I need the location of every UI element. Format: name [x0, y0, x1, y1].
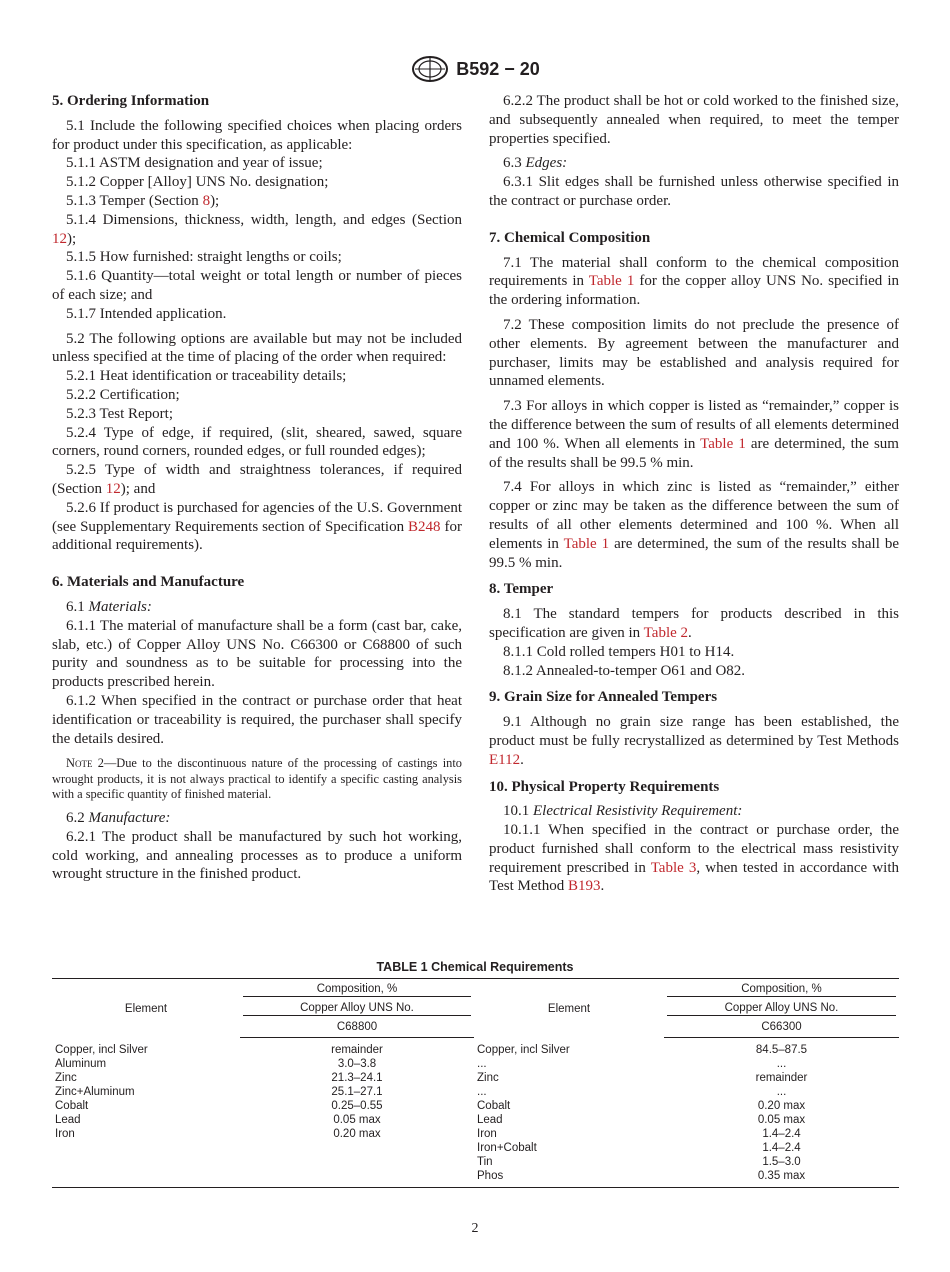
- table-row: [52, 1071, 899, 1085]
- element-cell: Copper, incl Silver: [477, 1043, 570, 1056]
- value-cell: 1.4–2.4: [762, 1142, 801, 1154]
- para-9-1: 9.1 Although no grain size range has been established, the product must be fully recrystallized as determined by Test Methods E112.: [489, 714, 899, 768]
- note-2: Note 2—Due to the discontinuous nature of the processing of castings into wrought products, it is not always practical to identify a specific casting analysis with a specific quantity of finished material.: [52, 756, 462, 802]
- alloy-header: Copper Alloy UNS No.: [667, 1001, 896, 1016]
- element-cell: Lead: [55, 1114, 81, 1126]
- chemical-requirements-table: [52, 978, 899, 1188]
- para-7-4: 7.4 For alloys in which zinc is listed as “remainder,” either copper or zinc may be taken as the difference between the sum of results of all other elements determined and 100 %. When all elements in Table 1 are determined, the sum of the results shall be 99.5 % min.: [489, 479, 899, 571]
- value-cell: 3.0–3.8: [337, 1058, 377, 1070]
- section-7-heading: 7. Chemical Composition: [489, 229, 651, 246]
- value-cell: 84.5–87.5: [755, 1044, 808, 1056]
- para-5-1-4: 5.1.4 Dimensions, thickness, width, length, and edges (Section 12);: [52, 211, 462, 247]
- para-8-1-2: 8.1.2 Annealed-to-temper O61 and O82.: [503, 662, 746, 679]
- page-header: [0, 56, 950, 82]
- b248-link[interactable]: B248: [408, 518, 441, 535]
- composition-header: Composition, %: [243, 982, 471, 997]
- astm-logo-icon: [410, 56, 450, 82]
- section-8-link[interactable]: 8: [202, 192, 211, 209]
- element-cell: Zinc: [477, 1072, 499, 1084]
- value-cell: ...: [776, 1058, 787, 1070]
- page-number: 2: [471, 1221, 479, 1236]
- element-cell: ...: [477, 1086, 487, 1098]
- element-cell: Tin: [477, 1156, 493, 1168]
- element-cell: Copper, incl Silver: [55, 1043, 148, 1056]
- element-cell: Cobalt: [477, 1100, 511, 1112]
- para-5-1: 5.1 Include the following specified choices when placing orders for product under this specification, as applicable:: [52, 117, 462, 153]
- element-cell: Phos: [474, 1169, 664, 1188]
- para-5-2-2: 5.2.2 Certification;: [66, 386, 180, 403]
- value-cell: 0.20 max: [333, 1128, 381, 1140]
- para-5-2-6: 5.2.6 If product is purchased for agencies of the U.S. Government (see Supplementary Requirements section of Specification B248 for additional requirements).: [52, 499, 462, 554]
- value-cell: 21.3–24.1: [331, 1072, 383, 1084]
- table-row: [52, 1099, 899, 1113]
- element-header: Element: [474, 979, 664, 1038]
- right-column: [489, 92, 899, 896]
- value-cell: ...: [776, 1086, 787, 1098]
- para-6-3: 6.3 Edges:: [503, 155, 568, 172]
- alloy-c68800: C68800: [240, 1018, 474, 1038]
- para-7-2: 7.2 These composition limits do not preclude the presence of other elements. By agreement between the manufacturer and purchaser, limits may be established and analysis required for unnamed elements.: [489, 316, 899, 390]
- table-row: [52, 1155, 899, 1169]
- element-cell: Cobalt: [55, 1100, 89, 1112]
- value-cell: [240, 1169, 474, 1188]
- para-6-1: 6.1 Materials:: [66, 598, 152, 615]
- table-3-link[interactable]: Table 3: [650, 859, 697, 876]
- para-8-1-1: 8.1.1 Cold rolled tempers H01 to H14.: [503, 643, 735, 660]
- para-5-1-6: 5.1.6 Quantity—total weight or total length or number of pieces of each size; and: [52, 268, 462, 303]
- designation: B592 − 20: [456, 58, 540, 79]
- section-12-link[interactable]: 12: [52, 230, 67, 247]
- value-cell: remainder: [755, 1072, 808, 1084]
- alloy-header: Copper Alloy UNS No.: [243, 1001, 471, 1016]
- section-12-link[interactable]: 12: [105, 480, 121, 497]
- value-cell: 1.5–3.0: [762, 1156, 801, 1168]
- section-8-heading: 8. Temper: [489, 581, 554, 598]
- alloy-c66300: C66300: [664, 1018, 899, 1038]
- table-row: [52, 1085, 899, 1099]
- table-row: [52, 1057, 899, 1071]
- table-1-link[interactable]: Table 1: [588, 273, 635, 290]
- para-5-1-7: 5.1.7 Intended application.: [66, 305, 227, 322]
- para-6-2: 6.2 Manufacture:: [66, 810, 171, 827]
- element-cell: Lead: [477, 1114, 503, 1126]
- value-cell: 0.05 max: [757, 1114, 806, 1126]
- para-5-2-4: 5.2.4 Type of edge, if required, (slit, sheared, sawed, square corners, round corners, rounded edges, or full rounded edges);: [52, 424, 462, 460]
- element-cell: Zinc: [55, 1072, 77, 1084]
- para-6-2-1: 6.2.1 The product shall be manufactured by such hot working, cold working, and annealing processes as to produce a uniform wrought structure in the finished product.: [52, 828, 462, 883]
- para-6-3-1: 6.3.1 Slit edges shall be furnished unless otherwise specified in the contract or purchase order.: [489, 174, 899, 209]
- para-10-1: 10.1 Electrical Resistivity Requirement:: [503, 803, 743, 820]
- element-cell: Aluminum: [55, 1058, 107, 1070]
- para-6-1-2: 6.1.2 When specified in the contract or purchase order that heat identification or traceability is required, the purchaser shall specify the details desired.: [52, 692, 462, 747]
- element-cell: Zinc+Aluminum: [55, 1086, 135, 1098]
- table-1-link[interactable]: Table 1: [700, 435, 746, 452]
- para-5-1-5: 5.1.5 How furnished: straight lengths or coils;: [66, 249, 342, 266]
- element-cell: ...: [477, 1058, 487, 1070]
- element-cell: Iron: [477, 1128, 497, 1140]
- para-5-2: 5.2 The following options are available but may not be included unless specified at the time of placing of the order when required:: [52, 330, 462, 366]
- value-cell: remainder: [331, 1044, 383, 1056]
- table-1-title: TABLE 1 Chemical Requirements: [376, 960, 574, 974]
- element-cell: [52, 1141, 240, 1155]
- e112-link[interactable]: E112: [489, 751, 521, 768]
- section-6-heading: 6. Materials and Manufacture: [52, 574, 245, 591]
- element-cell: Iron+Cobalt: [477, 1142, 537, 1154]
- value-cell: 0.35 max: [664, 1169, 899, 1188]
- para-6-1-1: 6.1.1 The material of manufacture shall be a form (cast bar, cake, slab, etc.) of Copper Alloy UNS No. C66300 or C68800 of such purity and soundness as to be suitable for processing into the products prescribed herein.: [52, 617, 462, 691]
- para-8-1: 8.1 The standard tempers for products described in this specification are given in Table 2.: [489, 606, 899, 641]
- value-cell: 0.20 max: [757, 1100, 806, 1112]
- section-9-heading: 9. Grain Size for Annealed Tempers: [489, 689, 718, 706]
- element-cell: Iron: [55, 1128, 75, 1140]
- table-1-link[interactable]: Table 1: [563, 535, 610, 552]
- para-10-1-1: 10.1.1 When specified in the contract or purchase order, the product furnished shall conform to the electrical mass resistivity requirement prescribed in Table 3, when tested in accordance with Test Method B193.: [489, 822, 899, 895]
- para-5-2-1: 5.2.1 Heat identification or traceability details;: [66, 368, 347, 385]
- element-header: Element: [52, 979, 240, 1038]
- value-cell: 0.05 max: [333, 1114, 381, 1126]
- table-2-link[interactable]: Table 2: [643, 624, 689, 641]
- table-row: [52, 1169, 899, 1188]
- para-7-3: 7.3 For alloys in which copper is listed as “remainder,” copper is the difference between the sum of results of all elements determined and 100 %. When all elements in Table 1 are determined, the sum of the results shall be 99.5 % min.: [489, 398, 899, 471]
- para-5-2-5: 5.2.5 Type of width and straightness tolerances, if required (Section 12); and: [52, 462, 462, 497]
- table-row: [52, 1127, 899, 1141]
- para-5-1-2: 5.1.2 Copper [Alloy] UNS No. designation;: [66, 174, 329, 191]
- left-column: [52, 92, 462, 884]
- para-5-2-3: 5.2.3 Test Report;: [66, 405, 173, 422]
- section-10-heading: 10. Physical Property Requirements: [489, 778, 720, 795]
- value-cell: 1.4–2.4: [762, 1128, 801, 1140]
- value-cell: [240, 1155, 474, 1169]
- b193-link[interactable]: B193: [567, 878, 601, 895]
- table-row: [52, 1038, 899, 1058]
- composition-header: Composition, %: [667, 982, 896, 997]
- section-5-heading: 5. Ordering Information: [52, 93, 210, 109]
- para-6-2-2: 6.2.2 The product shall be hot or cold worked to the finished size, and subsequently annealed when required, to meet the temper properties specified.: [489, 93, 899, 147]
- element-cell: [52, 1169, 240, 1188]
- table-row: [52, 1113, 899, 1127]
- para-5-1-1: 5.1.1 ASTM designation and year of issue;: [66, 155, 323, 172]
- value-cell: [240, 1141, 474, 1155]
- para-5-1-3: 5.1.3 Temper (Section 8);: [66, 192, 220, 209]
- para-7-1: 7.1 The material shall conform to the chemical composition requirements in Table 1 for the copper alloy UNS No. specified in the ordering information.: [489, 254, 899, 309]
- value-cell: 0.25–0.55: [331, 1100, 383, 1112]
- table-row: [52, 1141, 899, 1155]
- value-cell: 25.1–27.1: [331, 1086, 383, 1098]
- element-cell: [52, 1155, 240, 1169]
